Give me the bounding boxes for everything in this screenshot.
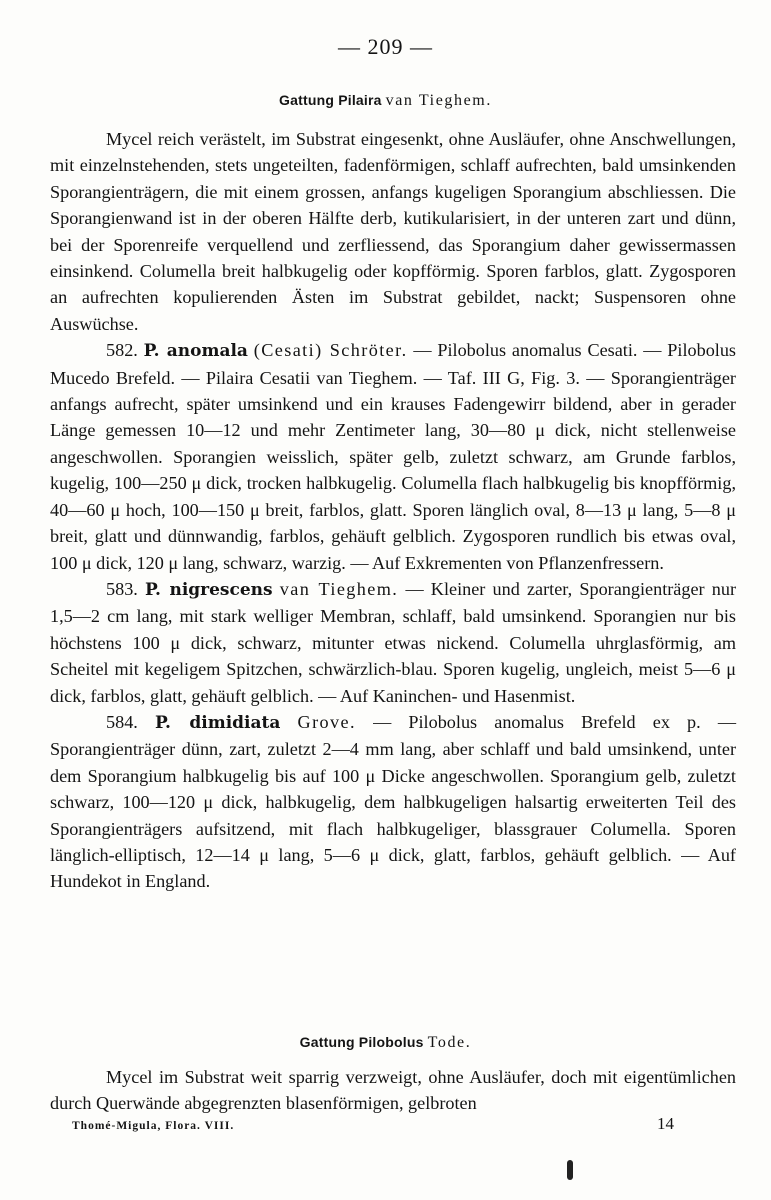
genus-author: Tode. [427,1034,472,1051]
species-number: 582. [106,340,138,361]
species-name: P. nigrescens [145,579,273,600]
genus-heading-pilobolus [0,1034,771,1052]
signature-mark: 14 [657,1114,674,1133]
species-author: Grove. [297,711,356,732]
species-entry [50,709,736,895]
species-number: 584. [106,711,138,732]
species-name: P. anomala [143,341,248,362]
species-entry [50,576,736,709]
genus-description: Mycel im Substrat weit sparrig verzweigt, ohne Ausläufer, doch mit eigentümlichen durch Querwände abgegrenzten blasenförmigen, gelbroten [50,1067,736,1114]
body-text-continued [50,1064,736,1117]
species-text: — Kleiner und zarter, Sporangienträger nur 1,5—2 cm lang, mit stark welliger Membran, schlaff, bald umsinkend. Sporangien nur bis höchstens 100 μ dick, schwarz, mitunter etwas nickend. Columella uhrglasförmig, am Scheitel mit kegeligem Spitzchen, schwärzlich-blau. Sporen kugelig, ungleich, meist 5—6 μ dick, farblos, glatt, gehäuft gelblich. — Auf Kaninchen- und Hasenmist. [50,578,737,706]
footer-source: Thomé-Migula, Flora. VIII. [72,1120,235,1132]
genus-name: Gattung Pilaira [279,92,382,108]
species-text: — Pilobolus anomalus Brefeld ex p. — Sporangienträger dünn, zart, zuletzt 2—4 mm lang, aber schlaff und bald umsinkend, unter dem Sporangium halbkugelig bis auf 100 μ Dicke angeschwollen. Sporangium gelb, zuletzt schwarz, 100—120 μ dick, halbkugelig, dem halbkugeligen halsartig erweiterten Teil des Sporangienträgers aufsitzend, mit flach halbkugeliger, blassgrauer Columella. Sporen länglich-elliptisch, 12—14 μ lang, 5—6 μ dick, glatt, farblos, gehäuft gelblich. — Auf Hundekot in England. [50,711,737,892]
species-number: 583. [106,578,138,599]
page-number: — 209 — [338,34,433,59]
species-entry [50,337,736,576]
species-name: P. dimidiata [154,712,281,733]
body-text [50,126,736,895]
species-author: van Tieghem. [279,578,399,599]
page-footer [72,1114,674,1134]
genus-heading-pilaira [0,92,771,110]
ink-blot [567,1160,573,1180]
species-author: (Cesati) Schröter. [253,340,408,361]
species-text: — Pilobolus anomalus Cesati. — Pilobolus Mucedo Brefeld. — Pilaira Cesatii van Tieghem. — Taf. III G, Fig. 3. — Sporangienträger anfangs aufrecht, später umsinkend und ein krauses Fadengewirr bildend, aber in gerader Länge gemessen 10—12 und mehr Zentimeter lang, 30—80 μ dick, nicht stellenweise angeschwollen. Sporangien weisslich, später gelb, zuletzt schwarz, am Grunde farblos, kugelig, 100—250 μ dick, trocken halbkugelig. Columella flach halbkugelig bis knopfförmig, 40—60 μ hoch, 100—150 μ breit, farblos, glatt. Sporen länglich oval, 8—13 μ lang, 5—8 μ breit, glatt und dünnwandig, farblos, gehäuft gelblich. Zygosporen rundlich bis etwas oval, 100 μ dick, 120 μ lang, schwarz, warzig. — Auf Exkrementen von Pflanzenfressern. [50,340,737,573]
genus-description: Mycel reich verästelt, im Substrat eingesenkt, ohne Ausläufer, ohne Anschwellungen, mit einzelnstehenden, stets ungeteilten, fadenförmigen, schlaff aufrechten, bald umsinkenden Sporangienträgern, die mit einem grossen, anfangs kugeligen Sporangium abschliessen. Die Sporangienwand ist in der oberen Hälfte derb, kutikularisiert, in der unteren zart und dünn, bei der Sporenreife verquellend und zerfliessend, das Sporangium daher gewissermassen einsinkend. Columella breit halbkugelig oder kopfförmig. Sporen farblos, glatt. Zygosporen an aufrechten kopulierenden Ästen im Substrat gebildet, nackt; Suspensoren ohne Auswüchse. [50,129,736,334]
genus-name: Gattung Pilobolus [299,1034,424,1050]
genus-author: van Tieghem. [385,92,492,109]
